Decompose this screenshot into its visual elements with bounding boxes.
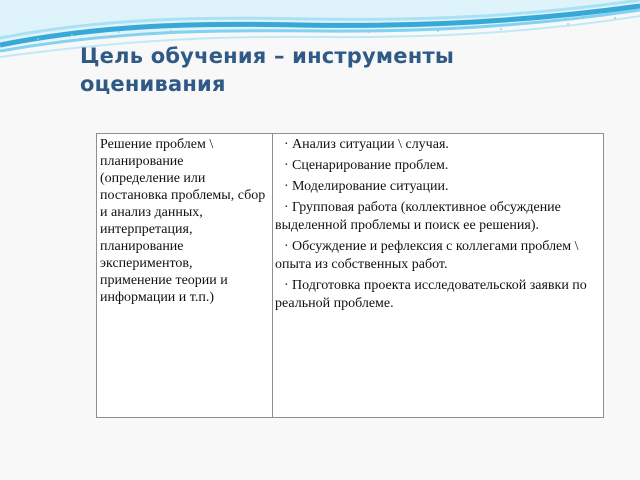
assessment-item-text: Анализ ситуации \ случая. [292, 137, 449, 152]
assessment-item [275, 136, 597, 154]
assessment-item [275, 238, 597, 274]
slide-title: Цель обучения – инструменты оценивания [80, 44, 455, 96]
assessment-item [275, 199, 597, 235]
assessment-tools-cell [273, 134, 603, 417]
assessment-item [275, 178, 597, 196]
assessment-item-text: Обсуждение и рефлексия с коллегами проблем \ опыта из собственных работ. [275, 239, 579, 272]
bullet-icon: · [284, 158, 289, 173]
assessment-item-text: Подготовка проекта исследовательской заявки по реальной проблеме. [275, 278, 587, 311]
assessment-item [275, 277, 597, 313]
learning-goals-table [96, 133, 604, 418]
bullet-icon: · [284, 137, 289, 152]
assessment-item [275, 157, 597, 175]
assessment-item-text: Сценарирование проблем. [292, 158, 449, 173]
bullet-icon: · [284, 239, 289, 254]
assessment-item-text: Моделирование ситуации. [292, 179, 449, 194]
problem-solving-cell [97, 134, 273, 417]
bullet-icon: · [284, 179, 289, 194]
bullet-icon: · [284, 200, 289, 215]
problem-solving-text: Решение проблем \ планирование (определение или постановка проблемы, сбор и анализ данных, интерпретация, планирование экспериментов, применение теории и информации и т.п.) [100, 137, 266, 305]
bullet-icon: · [284, 278, 289, 293]
assessment-item-text: Групповая работа (коллективное обсуждение выделенной проблемы и поиск ее решения). [275, 200, 561, 233]
